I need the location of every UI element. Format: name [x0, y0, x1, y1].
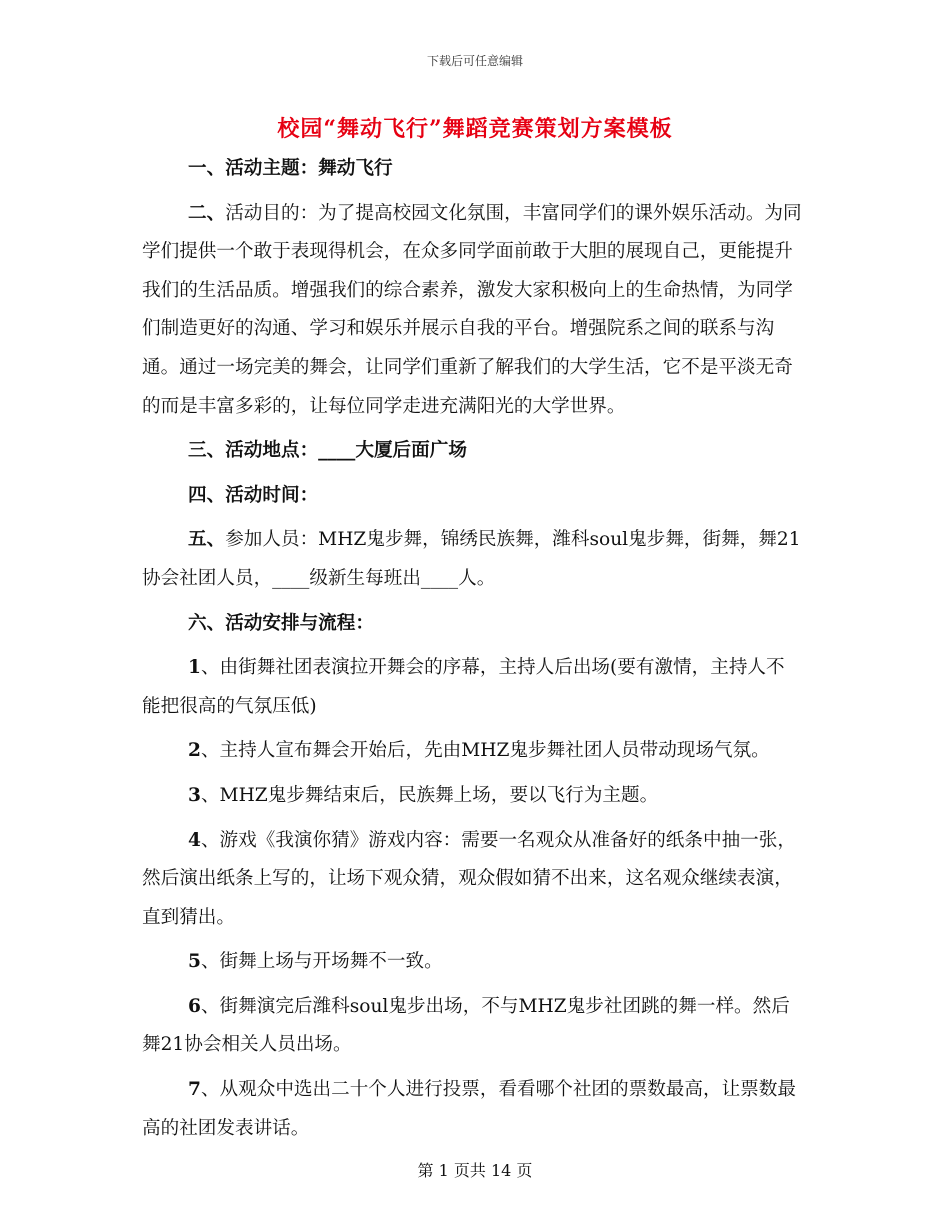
step-text: 、游戏《我演你猜》游戏内容：需要一名观众从准备好的纸条中抽一张，然后演出纸条上写的，让场下观众猜，观众假如猜不出来，这名观众继续表演，直到猜出。 [142, 829, 796, 928]
step-text: 、MHZ鬼步舞结束后，民族舞上场，要以飞行为主题。 [200, 784, 659, 806]
section-purpose-label: 二、 [188, 202, 226, 224]
step-text: 、从观众中选出二十个人进行投票，看看哪个社团的票数最高，让票数最高的社团发表讲话。 [142, 1079, 796, 1139]
section-participants-label: 五、 [188, 529, 226, 551]
step-item [142, 777, 802, 816]
step-text: 、由街舞社团表演拉开舞会的序幕，主持人后出场(要有激情，主持人不能把很高的气氛压低) [142, 657, 785, 717]
step-item [142, 988, 802, 1065]
section-purpose-text: 活动目的：为了提高校园文化氛围，丰富同学们的课外娱乐活动。为同学们提供一个敢于表现得机会，在众多同学面前敢于大胆的展现自己，更能提升我们的生活品质。增强我们的综合素养，激发大家积极向上的生命热情，为同学们制造更好的沟通、学习和娱乐并展示自我的平台。增强院系之间的联系与沟通。通过一场完美的舞会，让同学们重新了解我们的大学生活，它不是平淡无奇的而是丰富多彩的，让每位同学走进充满阳光的大学世界。 [142, 202, 802, 417]
section-schedule: 六、活动安排与流程： [188, 612, 374, 634]
section-location: 三、活动地点：____大厦后面广场 [188, 440, 467, 462]
step-number: 4 [188, 829, 201, 851]
step-number: 5 [188, 951, 201, 973]
step-number: 2 [188, 740, 201, 762]
document-title: 校园“舞动飞行”舞蹈竞赛策划方案模板 [277, 116, 673, 142]
step-item [142, 1071, 802, 1148]
step-text: 、街舞上场与开场舞不一致。 [200, 951, 443, 973]
document-body [142, 150, 802, 1148]
step-item [142, 649, 802, 726]
step-item [142, 822, 802, 938]
step-number: 6 [188, 995, 201, 1017]
step-item [142, 732, 802, 771]
section-participants [142, 521, 802, 598]
header-note: 下载后可任意编辑 [426, 54, 523, 68]
step-number: 3 [188, 784, 201, 806]
page-footer: 第 1 页共 14 页 [417, 1161, 533, 1180]
step-number: 1 [188, 657, 201, 679]
step-number: 7 [188, 1079, 201, 1101]
step-text: 、街舞演完后潍科soul鬼步出场，不与MHZ鬼步社团跳的舞一样。然后舞21协会相关人员出场。 [142, 995, 790, 1056]
section-participants-text: 参加人员：MHZ鬼步舞，锦绣民族舞，潍科soul鬼步舞，街舞，舞21协会社团人员，____级新生每班出____人。 [142, 529, 801, 589]
section-purpose [142, 195, 802, 427]
section-time: 四、活动时间： [188, 484, 319, 506]
step-text: 、主持人宣布舞会开始后，先由MHZ鬼步舞社团人员带动现场气氛。 [200, 740, 770, 762]
step-item [142, 943, 802, 982]
section-theme: 一、活动主题：舞动飞行 [188, 158, 393, 179]
